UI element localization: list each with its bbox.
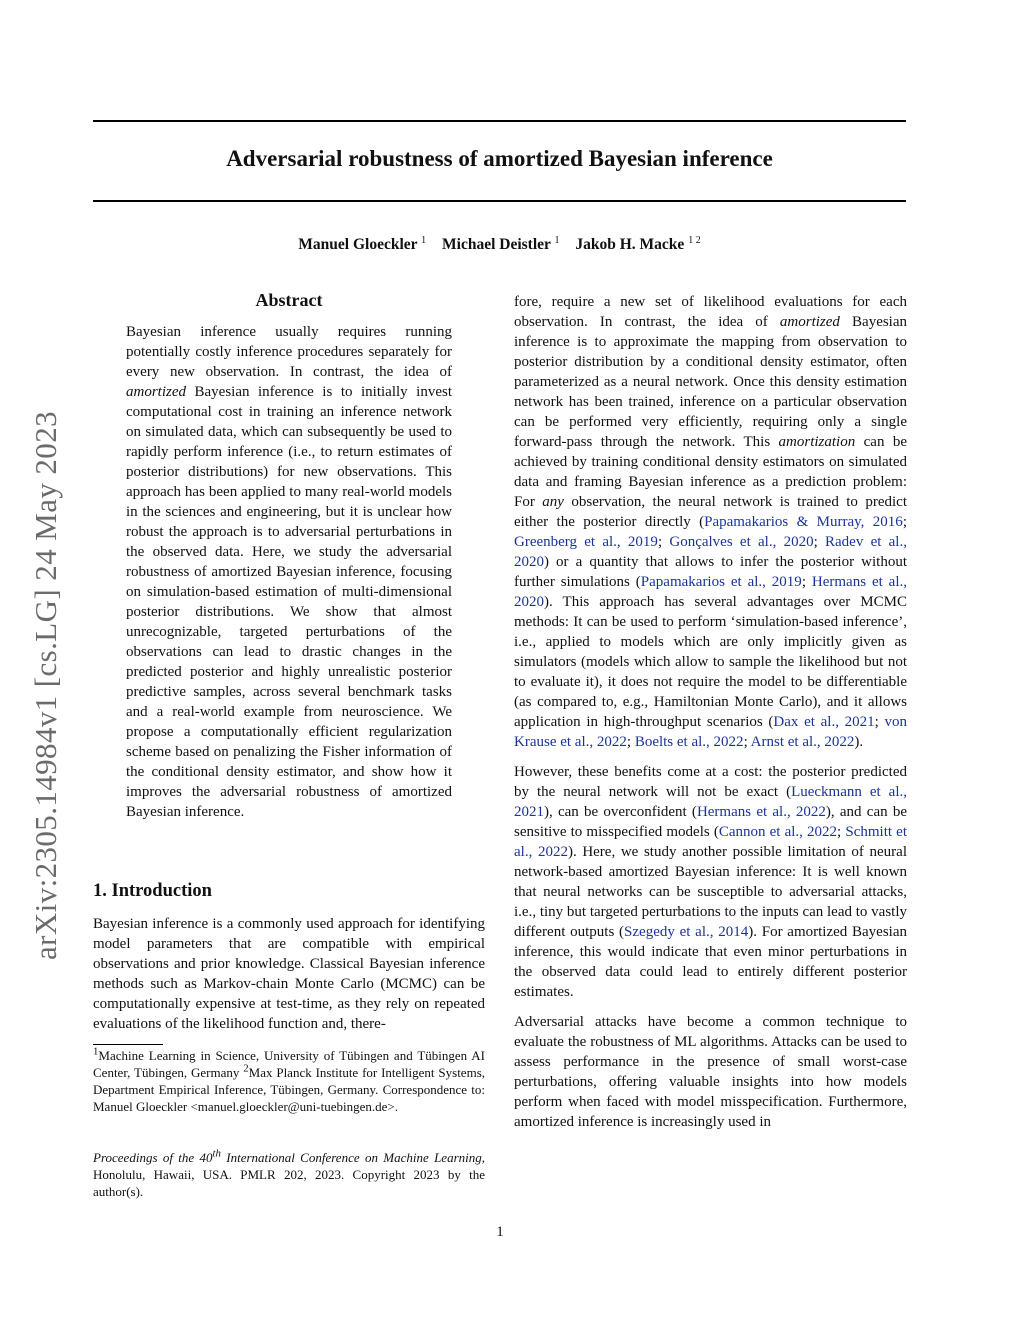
abstract-text: Bayesian inference usually requires running potentially costly inference procedures separately for every new observation. In contrast, the idea of <box>126 324 452 380</box>
citation-link[interactable]: Schmitt et al., 2022 <box>514 824 907 860</box>
citation-link[interactable]: Papamakarios et al., 2019 <box>640 574 802 590</box>
introduction-paragraph: Bayesian inference is a commonly used approach for identifying model parameters that are compatible with empirical observations and prior knowledge. Classical Bayesian inference methods such as Markov-chain Monte Carlo (MCMC) can be computationally expensive at test-time, as they rely on repeated evaluations of the likelihood function and, there- <box>93 916 485 1032</box>
abstract-body <box>126 322 452 822</box>
citation-link[interactable]: Papamakarios & Murray, 2016 <box>704 514 903 530</box>
author <box>442 236 559 253</box>
author-affiliation: 1 <box>421 234 427 246</box>
citation-link[interactable]: Hermans et al., 2022 <box>696 804 826 820</box>
paragraph-text: observation, the neural network is trained to predict either the posterior directly ( <box>514 494 907 530</box>
paragraph-text: ). Here, we study another possible limitation of neural network-based amortized Bayesian inference: It is well known that neural networks can be susceptible to adversarial attacks, i.e., tiny but targeted perturbations to the inputs can lead to vastly different outputs ( <box>514 844 907 940</box>
citation-link[interactable]: Radev et al., 2020 <box>514 534 907 570</box>
separator: ; <box>657 534 670 550</box>
paragraph-text: ). This approach has several advantages over MCMC methods: It can be used to perform ‘simulation-based inference’, i.e., applied to models which are only implicitly given as simulators (models which allow to sample the likelihood but not to evaluate it), it does not require the model to be differentiable (as compared to, e.g., Hamiltonian Monte Carlo), and it allows application in high-throughput scenarios ( <box>514 594 907 730</box>
footnote-rule <box>93 1044 163 1045</box>
citation-link[interactable]: Hermans et al., 2020 <box>514 574 907 610</box>
paragraph: Adversarial attacks have become a common technique to evaluate the robustness of ML algorithms. Attacks can be used to assess performance in the presence of small worst-case perturbations, offering valuable insights into how models perform when faced with model misspecification. Furthermore, amortized inference is increasingly used in <box>514 1014 907 1130</box>
proceedings-superscript: th <box>212 1147 221 1160</box>
citation-link[interactable]: Szegedy et al., 2014 <box>624 924 749 940</box>
emphasis: amortized <box>779 314 840 330</box>
paragraph-text: ). For amortized Bayesian inference, this would indicate that even minor perturbations in the observed data could lead to entirely different posterior estimates. <box>514 924 907 1000</box>
affiliation-footnote <box>93 1047 485 1115</box>
paragraph <box>514 292 907 752</box>
citation-link[interactable]: Lueckmann et al., 2021 <box>514 784 907 820</box>
separator: ; <box>626 734 635 750</box>
author-affiliation: 1 2 <box>688 234 701 246</box>
footnote-marker: 1 <box>93 1045 99 1058</box>
citation-link[interactable]: Arnst et al., 2022 <box>750 734 855 750</box>
citation-link[interactable]: Greenberg et al., 2019 <box>514 534 658 550</box>
proceedings-text: , Honolulu, Hawaii, USA. PMLR 202, 2023. Copyright 2023 by the author(s). <box>93 1150 485 1199</box>
right-column <box>514 292 907 1142</box>
proceedings-emphasis: Proceedings of the 40 <box>93 1150 213 1165</box>
section-heading-introduction: 1. Introduction <box>93 881 212 901</box>
citation-link[interactable]: Gonçalves et al., 2020 <box>669 534 814 550</box>
author-name: Manuel Gloeckler <box>298 236 418 253</box>
separator: ; <box>837 824 846 840</box>
separator: ; <box>902 514 907 530</box>
author-name: Michael Deistler <box>442 236 551 253</box>
author-affiliation: 1 <box>554 234 560 246</box>
paragraph-text: Bayesian inference is to approximate the mapping from observation to posterior distribution by a conditional density estimator, often parameterized as a neural network. Once this density estimation network has been trained, inference on a particular observation can be performed very efficiently, requiring only a single forward-pass through the network. This <box>514 314 908 450</box>
citation-link[interactable]: von Krause et al., 2022 <box>514 714 908 750</box>
separator: ; <box>801 574 812 590</box>
arxiv-stamp: arXiv:2305.14984v1 [cs.LG] 24 May 2023 <box>28 410 63 960</box>
footnote-text: Max Planck Institute for Intelligent Systems, Department Empirical Inference, Tübingen, Germany. Correspondence to: Manuel Gloeckler <manuel.gloeckler@uni-tuebingen.de>. <box>93 1065 486 1114</box>
paragraph-text: can be achieved by training conditional density estimators on simulated data and framing Bayesian inference as a prediction problem: For <box>514 434 907 510</box>
title-bottom-rule <box>93 200 906 202</box>
abstract-heading: Abstract <box>255 290 323 310</box>
abstract-emphasis: amortized <box>126 384 186 400</box>
paragraph-text: fore, require a new set of likelihood evaluations for each observation. In contrast, the idea of <box>514 294 907 330</box>
proceedings-note <box>93 1149 485 1200</box>
author <box>298 236 426 253</box>
paragraph-text: ). <box>854 734 864 750</box>
author-list <box>93 236 906 254</box>
citation-link[interactable]: Boelts et al., 2022 <box>634 734 744 750</box>
top-rule <box>93 120 906 122</box>
emphasis: amortization <box>778 434 856 450</box>
footnote-marker: 2 <box>243 1062 249 1075</box>
paragraph-text: ), can be overconfident ( <box>544 804 697 820</box>
author <box>575 236 700 253</box>
citation-link[interactable]: Dax et al., 2021 <box>773 714 875 730</box>
author-name: Jakob H. Macke <box>575 236 685 253</box>
emphasis: any <box>542 494 564 510</box>
footnote-text: Machine Learning in Science, University of Tübingen and Tübingen AI Center, Tübingen, Germany <box>93 1048 485 1080</box>
paragraph <box>514 762 907 1002</box>
abstract-text: Bayesian inference is to initially invest computational cost in training an inference network on simulated data, which can subsequently be used to rapidly perform inference (i.e., to return estimates of posterior distributions) for new observations. This approach has been applied to many real-world models in the sciences and engineering, but it is unclear how robust the approach is to adversarial perturbations in the observed data. Here, we study the adversarial robustness of amortized Bayesian inference, focusing on simulation-based estimation of multi-dimensional posterior distributions. We show that almost unrecognizable, targeted perturbations of the observations can lead to drastic changes in the predicted posterior and highly unrealistic posterior predictive samples, across several benchmark tasks and a real-world example from neuroscience. We propose a computationally efficient regularization scheme based on penalizing the Fisher information of the conditional density estimator, and show how it improves the adversarial robustness of amortized Bayesian inference. <box>126 384 452 820</box>
paragraph-text: However, these benefits come at a cost: the posterior predicted by the neural network will not be exact ( <box>514 764 907 800</box>
paragraph-text: ) or a quantity that allows to infer the posterior without further simulations ( <box>514 554 907 590</box>
proceedings-emphasis: International Conference on Machine Learning <box>220 1150 482 1165</box>
separator: ; <box>813 534 825 550</box>
paragraph-text: ), and can be sensitive to misspecified models ( <box>514 804 907 840</box>
paper-title: Adversarial robustness of amortized Bayesian inference <box>226 146 773 171</box>
citation-link[interactable]: Cannon et al., 2022 <box>718 824 838 840</box>
page-number: 1 <box>496 1224 504 1240</box>
separator: ; <box>743 734 751 750</box>
separator: ; <box>874 714 885 730</box>
